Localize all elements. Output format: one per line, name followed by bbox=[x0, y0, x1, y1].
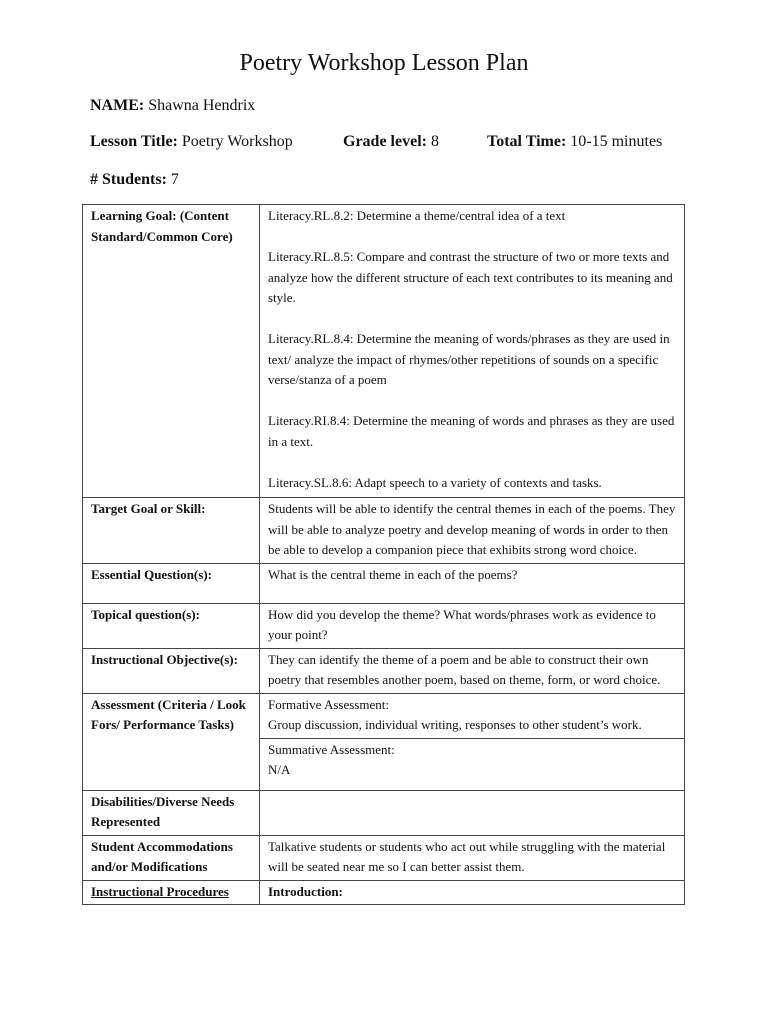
standard-item: Literacy.SL.8.6: Adapt speech to a variety of contexts and tasks. bbox=[268, 474, 602, 490]
table-row bbox=[83, 648, 685, 693]
lesson-title-label: Lesson Title: bbox=[90, 133, 178, 150]
name-line bbox=[90, 96, 255, 116]
total-time-label: Total Time: bbox=[487, 133, 567, 150]
table-row bbox=[83, 498, 685, 564]
table-row bbox=[83, 835, 685, 880]
formative-text: Group discussion, individual writing, responses to other student’s work. bbox=[268, 717, 642, 732]
topical-question-label: Topical question(s): bbox=[83, 603, 260, 648]
target-goal-label: Target Goal or Skill: bbox=[83, 498, 260, 564]
lesson-title-value: Poetry Workshop bbox=[181, 133, 293, 150]
formative-heading: Formative Assessment: bbox=[268, 696, 389, 712]
summative-heading: Summative Assessment: bbox=[268, 741, 395, 757]
table-row bbox=[83, 880, 685, 905]
learning-goal-content bbox=[260, 205, 685, 498]
table-row bbox=[83, 603, 685, 648]
name-value: Shawna Hendrix bbox=[148, 97, 256, 114]
name-label: NAME: bbox=[90, 97, 145, 114]
assessment-label: Assessment (Criteria / Look Fors/ Performance Tasks) bbox=[83, 693, 260, 790]
essential-question-content: What is the central theme in each of the poems? bbox=[260, 563, 685, 603]
standard-item: Literacy.RL.8.2: Determine a theme/central idea of a text bbox=[268, 208, 566, 223]
total-time-field bbox=[487, 132, 662, 152]
grade-level-value: 8 bbox=[430, 133, 439, 150]
instructional-objective-content: They can identify the theme of a poem and be able to construct their own poetry that resembles another poem, based on theme, form, or word choice. bbox=[260, 648, 685, 693]
disabilities-label: Disabilities/Diverse Needs Represented bbox=[83, 790, 260, 835]
procedures-content: Introduction: bbox=[260, 880, 685, 905]
page-title: Poetry Workshop Lesson Plan bbox=[239, 50, 529, 76]
standard-item: Literacy.RI.8.4: Determine the meaning of words and phrases as they are used in a text. bbox=[268, 413, 675, 449]
instructional-objective-label: Instructional Objective(s): bbox=[83, 648, 260, 693]
standard-item: Literacy.RL.8.5: Compare and contrast the structure of two or more texts and analyze how the different structure of each text contributes to its meaning and style. bbox=[268, 249, 673, 305]
topical-question-content: How did you develop the theme? What words/phrases work as evidence to your point? bbox=[260, 603, 685, 648]
table-row bbox=[83, 563, 685, 603]
summative-assessment-content bbox=[260, 738, 685, 790]
table-row bbox=[83, 693, 685, 738]
students-label: # Students: bbox=[90, 171, 167, 188]
learning-goal-label: Learning Goal: (Content Standard/Common Core) bbox=[83, 205, 260, 498]
lesson-title-field bbox=[90, 132, 293, 152]
accommodations-label: Student Accommodations and/or Modifications bbox=[83, 835, 260, 880]
target-goal-content: Students will be able to identify the central themes in each of the poems. They will be able to analyze poetry and develop meaning of words in order to then be able to develop a companion piece that exhibits strong word choice. bbox=[260, 498, 685, 564]
grade-level-field bbox=[343, 132, 439, 152]
table-row bbox=[83, 205, 685, 498]
formative-assessment-content bbox=[260, 693, 685, 738]
lesson-plan-table bbox=[82, 204, 685, 905]
standard-item: Literacy.RL.8.4: Determine the meaning of words/phrases as they are used in text/ analyze the impact of rhymes/other repetitions of sounds on a specific verse/stanza of a poem bbox=[268, 331, 670, 387]
table-row bbox=[83, 790, 685, 835]
procedures-label: Instructional Procedures bbox=[83, 880, 260, 905]
summative-text: N/A bbox=[268, 762, 291, 777]
grade-level-label: Grade level: bbox=[343, 133, 427, 150]
disabilities-content bbox=[260, 790, 685, 835]
students-line bbox=[90, 170, 179, 190]
essential-question-label: Essential Question(s): bbox=[83, 563, 260, 603]
accommodations-content: Talkative students or students who act out while struggling with the material will be seated near me so I can better assist them. bbox=[260, 835, 685, 880]
total-time-value: 10-15 minutes bbox=[570, 133, 663, 150]
students-value: 7 bbox=[170, 171, 179, 188]
